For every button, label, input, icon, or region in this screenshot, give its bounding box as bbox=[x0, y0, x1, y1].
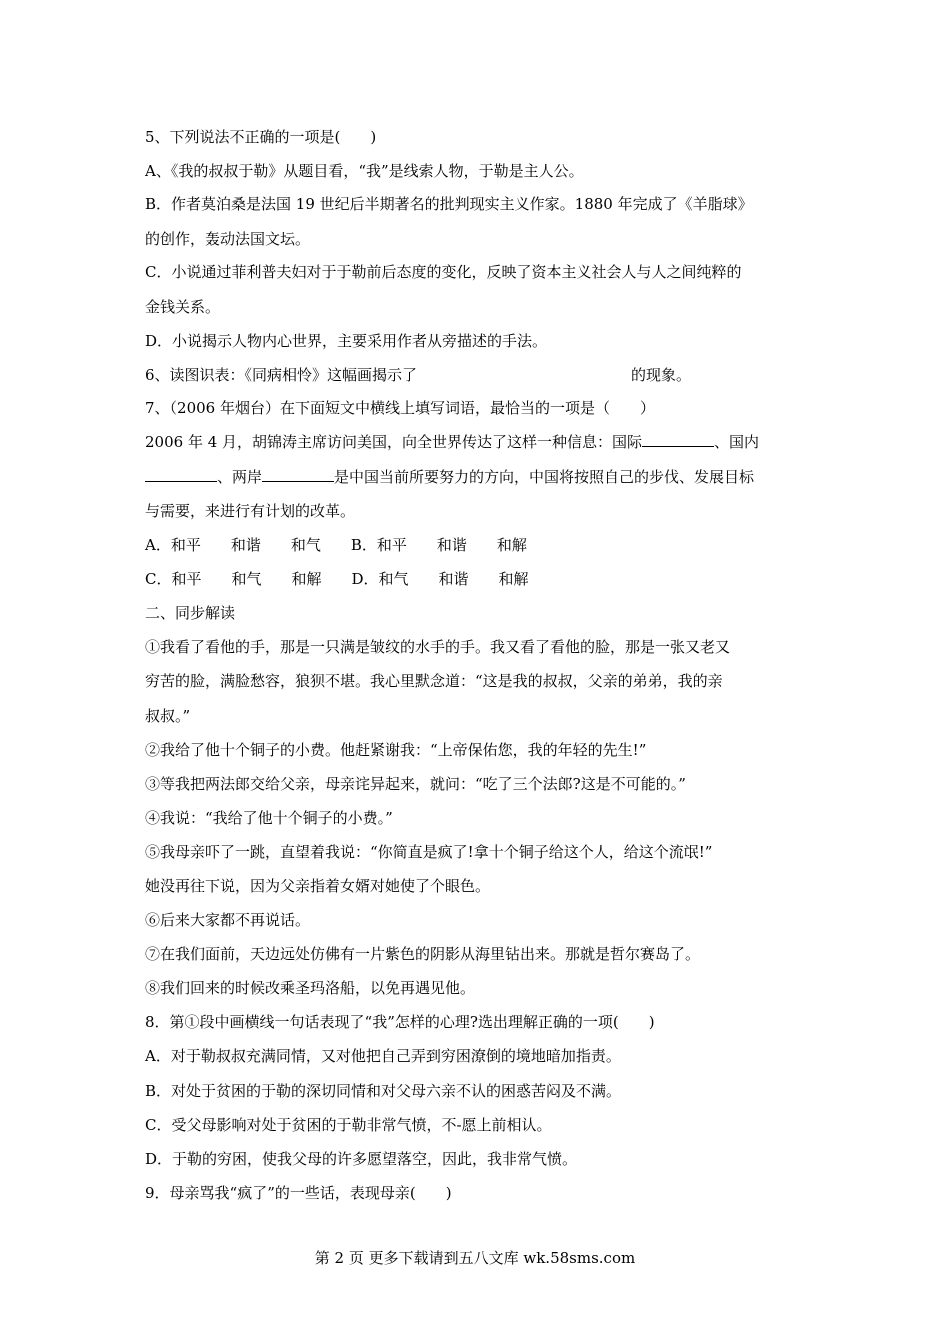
q7-options-row2: C．和平 和气 和解 D．和气 和谐 和解 bbox=[145, 570, 529, 588]
passage-p1-line2: 穷苦的脸，满脸愁容，狼狈不堪。我心里默念道：“这是我的叔叔，父亲的弟弟，我的亲 bbox=[145, 672, 723, 690]
q8-option-a: A．对于勒叔叔充满同情，又对他把自己弄到穷困潦倒的境地暗加指责。 bbox=[145, 1047, 621, 1065]
passage-p2: ②我给了他十个铜子的小费。他赶紧谢我：“上帝保佑您，我的年轻的先生!” bbox=[145, 741, 647, 759]
q6-text-part2: 的现象。 bbox=[631, 366, 692, 384]
q5-option-b-line1: B．作者莫泊桑是法国 19 世纪后半期著名的批判现实主义作家。1880 年完成了《羊脂球》 bbox=[145, 195, 753, 213]
passage-p5-line1: ⑤我母亲吓了一跳，直望着我说：“你简直是疯了!拿十个铜子给这个人，给这个流氓!” bbox=[145, 843, 713, 861]
q8-option-c: C．受父母影响对处于贫困的于勒非常气愤，不-愿上前相认。 bbox=[145, 1116, 552, 1134]
q5-option-d: D．小说揭示人物内心世界，主要采用作者从旁描述的手法。 bbox=[145, 332, 548, 350]
q8-option-d: D．于勒的穷困，使我父母的许多愿望落空，因此，我非常气愤。 bbox=[145, 1150, 578, 1168]
q6-text-part1: 6、读图识表：《同病相怜》这幅画揭示了 bbox=[145, 366, 418, 384]
passage-p3: ③等我把两法郎交给父亲，母亲诧异起来，就问：“吃了三个法郎?这是不可能的。” bbox=[145, 775, 686, 793]
q7-passage-line3: 与需要，来进行有计划的改革。 bbox=[145, 502, 356, 520]
passage-p5-line2: 她没再往下说，因为父亲指着女婿对她使了个眼色。 bbox=[145, 877, 491, 895]
q5-option-a: A、《我的叔叔于勒》从题目看，“我”是线索人物，于勒是主人公。 bbox=[145, 162, 584, 180]
q7-stem: 7、（2006 年烟台）在下面短文中横线上填写词语，最恰当的一项是（ ） bbox=[145, 399, 655, 417]
passage-p7: ⑦在我们面前，天边远处仿佛有一片紫色的阴影从海里钻出来。那就是哲尔赛岛了。 bbox=[145, 945, 701, 963]
q8-option-b: B．对处于贫困的于勒的深切同情和对父母六亲不认的困惑苦闷及不满。 bbox=[145, 1082, 622, 1100]
q5-option-c-line2: 金钱关系。 bbox=[145, 298, 221, 316]
section-2-title: 二、同步解读 bbox=[145, 604, 236, 622]
q7-blank-2 bbox=[145, 467, 217, 482]
q5-stem: 5、下列说法不正确的一项是( ) bbox=[145, 128, 377, 146]
passage-p1-line1: ①我看了看他的手，那是一只满是皱纹的水手的手。我又看了看他的脸，那是一张又老又 bbox=[145, 638, 731, 656]
q9-stem: 9．母亲骂我“疯了”的一些话，表现母亲( ) bbox=[145, 1184, 452, 1202]
q7-passage-text3: 、两岸 bbox=[217, 468, 263, 486]
q7-options-row1: A．和平 和谐 和气 B．和平 和谐 和解 bbox=[145, 536, 527, 554]
passage-p6: ⑥后来大家都不再说话。 bbox=[145, 911, 311, 929]
q7-blank-3 bbox=[262, 467, 334, 482]
q7-passage-text2: 、国内 bbox=[714, 433, 760, 451]
q7-blank-1 bbox=[642, 432, 714, 447]
q7-passage-text4: 是中国当前所要努力的方向，中国将按照自己的步伐、发展目标 bbox=[334, 468, 755, 486]
q7-passage-line2 bbox=[145, 467, 825, 487]
passage-p8: ⑧我们回来的时候改乘圣玛洛船，以免再遇见他。 bbox=[145, 979, 476, 997]
q5-option-b-line2: 的创作，轰动法国文坛。 bbox=[145, 230, 311, 248]
passage-p4: ④我说：“我给了他十个铜子的小费。” bbox=[145, 809, 393, 827]
q8-stem: 8．第①段中画横线一句话表现了“我”怎样的心理?选出理解正确的一项( ) bbox=[145, 1013, 655, 1031]
q7-passage-line1 bbox=[145, 432, 825, 452]
q5-option-c-line1: C．小说通过菲利普夫妇对于于勒前后态度的变化，反映了资本主义社会人与人之间纯粹的 bbox=[145, 263, 742, 281]
passage-p1-line3: 叔叔。” bbox=[145, 707, 191, 725]
page-footer: 第 2 页 更多下载请到五八文库 wk.58sms.com bbox=[314, 1249, 636, 1267]
q7-passage-text1: 2006 年 4 月，胡锦涛主席访问美国，向全世界传达了这样一种信息：国际 bbox=[145, 433, 643, 451]
q6-line bbox=[145, 365, 825, 385]
